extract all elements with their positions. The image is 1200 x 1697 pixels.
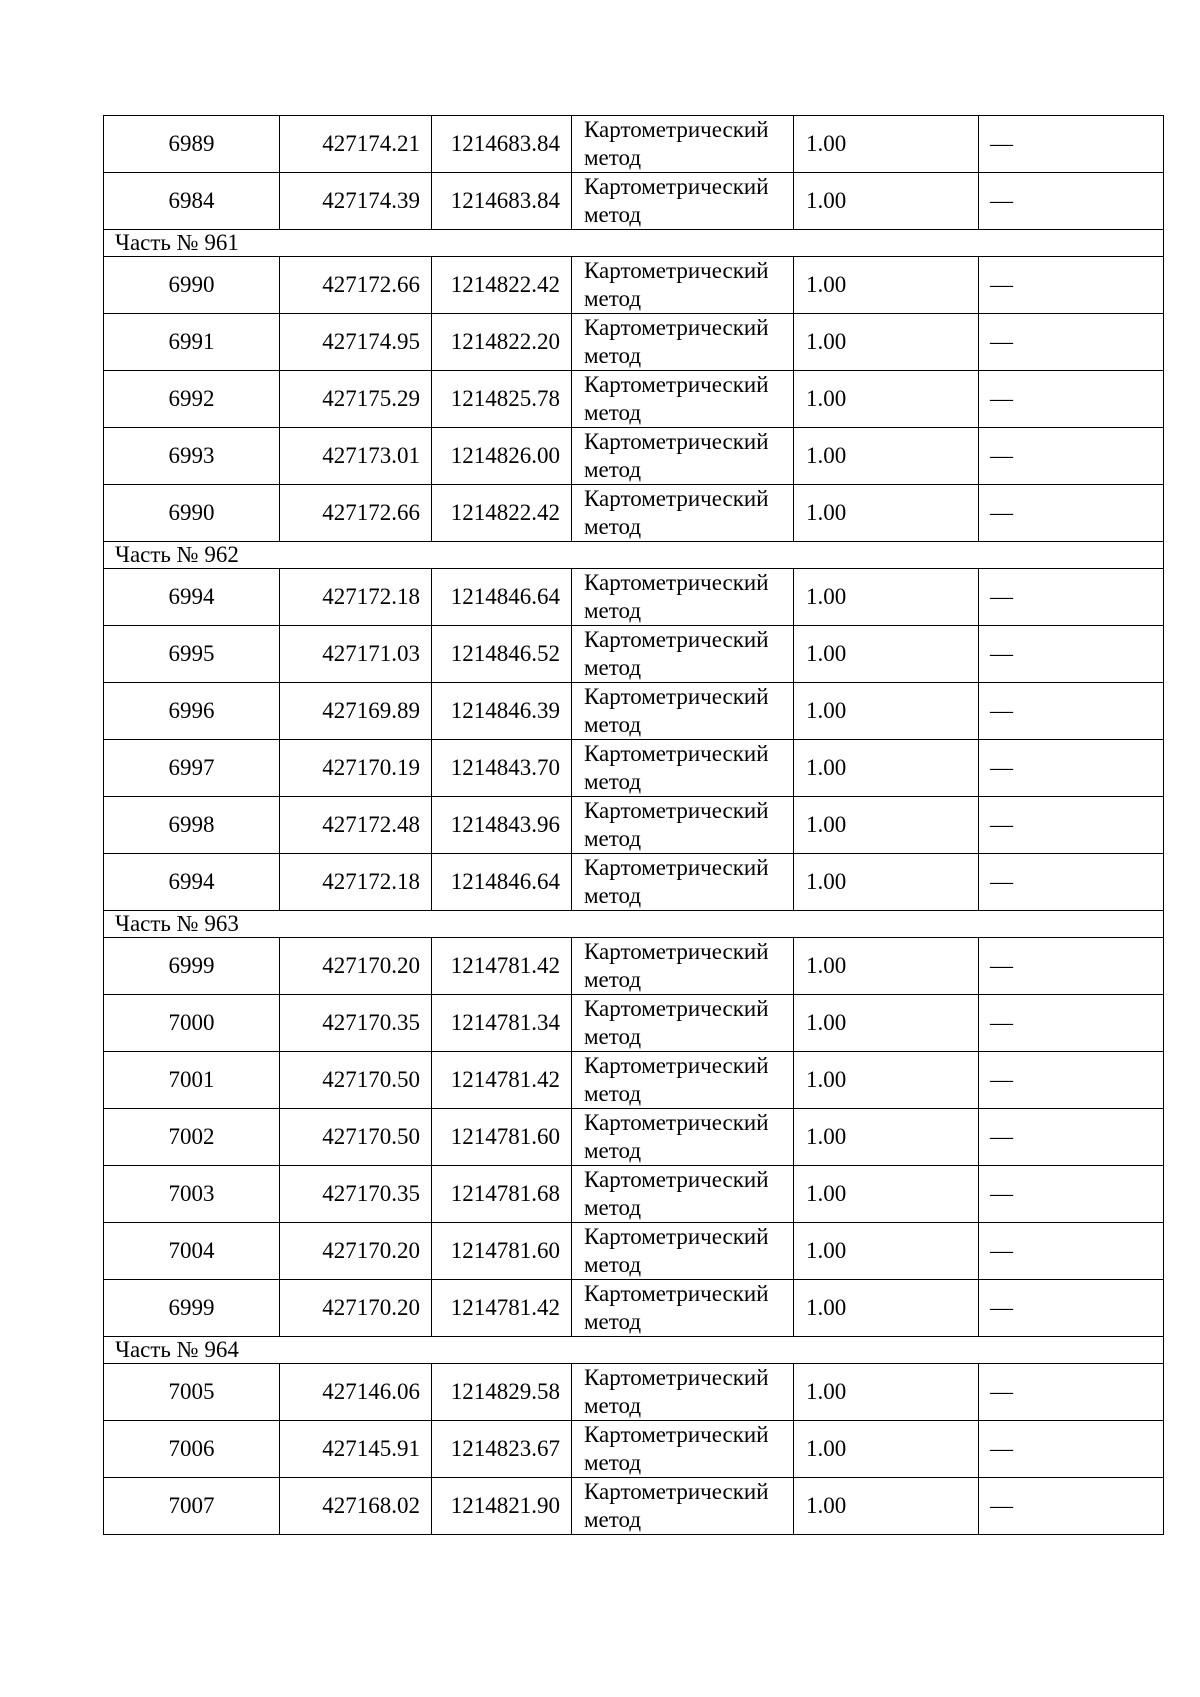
method-cell [572, 1052, 794, 1109]
method-line-2: метод [584, 883, 642, 908]
part-label: Часть № 963 [104, 911, 1164, 938]
description-cell: — [979, 371, 1164, 428]
point-number-cell: 6999 [104, 1280, 280, 1337]
accuracy-cell: 1.00 [794, 485, 979, 542]
description-cell: — [979, 116, 1164, 173]
table-row [104, 683, 1164, 740]
point-number-cell: 7006 [104, 1421, 280, 1478]
method-cell [572, 1280, 794, 1337]
method-line-2: метод [584, 1309, 642, 1334]
accuracy-cell: 1.00 [794, 854, 979, 911]
point-number-cell: 7003 [104, 1166, 280, 1223]
y-coordinate-cell: 1214821.90 [432, 1478, 572, 1535]
y-coordinate-cell: 1214826.00 [432, 428, 572, 485]
method-line-2: метод [584, 514, 642, 539]
method-line-1: Картометрический [584, 429, 769, 454]
point-number-cell: 7002 [104, 1109, 280, 1166]
x-coordinate-cell: 427172.18 [280, 569, 432, 626]
point-number-cell: 6994 [104, 854, 280, 911]
table-row [104, 1364, 1164, 1421]
x-coordinate-cell: 427170.35 [280, 1166, 432, 1223]
accuracy-cell: 1.00 [794, 371, 979, 428]
description-cell: — [979, 1166, 1164, 1223]
y-coordinate-cell: 1214846.64 [432, 569, 572, 626]
point-number-cell: 6990 [104, 485, 280, 542]
description-cell: — [979, 1109, 1164, 1166]
method-line-2: метод [584, 967, 642, 992]
x-coordinate-cell: 427170.19 [280, 740, 432, 797]
method-line-2: метод [584, 145, 642, 170]
description-cell: — [979, 995, 1164, 1052]
method-line-1: Картометрический [584, 855, 769, 880]
x-coordinate-cell: 427170.20 [280, 1280, 432, 1337]
accuracy-cell: 1.00 [794, 1280, 979, 1337]
y-coordinate-cell: 1214683.84 [432, 116, 572, 173]
description-cell: — [979, 569, 1164, 626]
description-cell: — [979, 257, 1164, 314]
method-line-2: метод [584, 1252, 642, 1277]
method-line-2: метод [584, 1450, 642, 1475]
y-coordinate-cell: 1214781.68 [432, 1166, 572, 1223]
y-coordinate-cell: 1214781.60 [432, 1223, 572, 1280]
x-coordinate-cell: 427172.66 [280, 257, 432, 314]
x-coordinate-cell: 427174.39 [280, 173, 432, 230]
accuracy-cell: 1.00 [794, 569, 979, 626]
point-number-cell: 6984 [104, 173, 280, 230]
accuracy-cell: 1.00 [794, 1421, 979, 1478]
table-row [104, 1478, 1164, 1535]
y-coordinate-cell: 1214781.42 [432, 1280, 572, 1337]
method-line-2: метод [584, 598, 642, 623]
method-cell [572, 1166, 794, 1223]
x-coordinate-cell: 427173.01 [280, 428, 432, 485]
x-coordinate-cell: 427169.89 [280, 683, 432, 740]
x-coordinate-cell: 427170.50 [280, 1052, 432, 1109]
method-cell [572, 740, 794, 797]
method-line-1: Картометрический [584, 996, 769, 1021]
point-number-cell: 6993 [104, 428, 280, 485]
accuracy-cell: 1.00 [794, 314, 979, 371]
method-line-1: Картометрический [584, 1422, 769, 1447]
accuracy-cell: 1.00 [794, 257, 979, 314]
accuracy-cell: 1.00 [794, 995, 979, 1052]
part-label: Часть № 962 [104, 542, 1164, 569]
table-row [104, 854, 1164, 911]
y-coordinate-cell: 1214781.60 [432, 1109, 572, 1166]
method-line-1: Картометрический [584, 1110, 769, 1135]
description-cell: — [979, 485, 1164, 542]
method-cell [572, 173, 794, 230]
method-line-2: метод [584, 1024, 642, 1049]
point-number-cell: 6994 [104, 569, 280, 626]
method-line-2: метод [584, 202, 642, 227]
y-coordinate-cell: 1214781.34 [432, 995, 572, 1052]
method-cell [572, 626, 794, 683]
accuracy-cell: 1.00 [794, 1166, 979, 1223]
part-header-row [104, 230, 1164, 257]
accuracy-cell: 1.00 [794, 740, 979, 797]
method-cell [572, 314, 794, 371]
table-row [104, 257, 1164, 314]
x-coordinate-cell: 427174.21 [280, 116, 432, 173]
method-cell [572, 1478, 794, 1535]
table-row [104, 740, 1164, 797]
y-coordinate-cell: 1214846.64 [432, 854, 572, 911]
y-coordinate-cell: 1214683.84 [432, 173, 572, 230]
method-line-2: метод [584, 457, 642, 482]
x-coordinate-cell: 427172.18 [280, 854, 432, 911]
point-number-cell: 6996 [104, 683, 280, 740]
point-number-cell: 6995 [104, 626, 280, 683]
description-cell: — [979, 1478, 1164, 1535]
table-row [104, 314, 1164, 371]
document-page [103, 115, 1163, 1535]
method-cell [572, 428, 794, 485]
method-line-1: Картометрический [584, 117, 769, 142]
point-number-cell: 6997 [104, 740, 280, 797]
method-cell [572, 683, 794, 740]
table-row [104, 797, 1164, 854]
method-line-1: Картометрический [584, 570, 769, 595]
method-line-2: метод [584, 1081, 642, 1106]
method-line-1: Картометрический [584, 1365, 769, 1390]
description-cell: — [979, 740, 1164, 797]
point-number-cell: 7004 [104, 1223, 280, 1280]
coordinates-table [103, 115, 1164, 1535]
x-coordinate-cell: 427170.20 [280, 938, 432, 995]
table-row [104, 1421, 1164, 1478]
description-cell: — [979, 683, 1164, 740]
y-coordinate-cell: 1214846.39 [432, 683, 572, 740]
description-cell: — [979, 938, 1164, 995]
method-line-1: Картометрический [584, 315, 769, 340]
part-label: Часть № 961 [104, 230, 1164, 257]
x-coordinate-cell: 427146.06 [280, 1364, 432, 1421]
method-line-1: Картометрический [584, 798, 769, 823]
method-line-1: Картометрический [584, 1224, 769, 1249]
method-line-1: Картометрический [584, 1167, 769, 1192]
method-line-1: Картометрический [584, 486, 769, 511]
description-cell: — [979, 173, 1164, 230]
description-cell: — [979, 854, 1164, 911]
y-coordinate-cell: 1214822.20 [432, 314, 572, 371]
method-line-2: метод [584, 286, 642, 311]
description-cell: — [979, 1280, 1164, 1337]
point-number-cell: 6991 [104, 314, 280, 371]
method-cell [572, 371, 794, 428]
table-row [104, 1166, 1164, 1223]
method-line-1: Картометрический [584, 174, 769, 199]
y-coordinate-cell: 1214843.70 [432, 740, 572, 797]
table-row [104, 938, 1164, 995]
accuracy-cell: 1.00 [794, 1052, 979, 1109]
method-line-1: Картометрический [584, 741, 769, 766]
table-row [104, 626, 1164, 683]
y-coordinate-cell: 1214823.67 [432, 1421, 572, 1478]
description-cell: — [979, 626, 1164, 683]
method-line-2: метод [584, 826, 642, 851]
accuracy-cell: 1.00 [794, 938, 979, 995]
method-cell [572, 1223, 794, 1280]
method-line-1: Картометрический [584, 1281, 769, 1306]
x-coordinate-cell: 427145.91 [280, 1421, 432, 1478]
description-cell: — [979, 1364, 1164, 1421]
point-number-cell: 7007 [104, 1478, 280, 1535]
point-number-cell: 6990 [104, 257, 280, 314]
description-cell: — [979, 797, 1164, 854]
method-cell [572, 569, 794, 626]
table-row [104, 1109, 1164, 1166]
x-coordinate-cell: 427168.02 [280, 1478, 432, 1535]
x-coordinate-cell: 427170.35 [280, 995, 432, 1052]
coordinates-table-body [104, 116, 1164, 1535]
y-coordinate-cell: 1214781.42 [432, 938, 572, 995]
method-line-1: Картометрический [584, 939, 769, 964]
x-coordinate-cell: 427172.66 [280, 485, 432, 542]
method-line-2: метод [584, 655, 642, 680]
y-coordinate-cell: 1214781.42 [432, 1052, 572, 1109]
accuracy-cell: 1.00 [794, 1109, 979, 1166]
part-header-row [104, 1337, 1164, 1364]
y-coordinate-cell: 1214822.42 [432, 257, 572, 314]
method-cell [572, 257, 794, 314]
method-line-2: метод [584, 400, 642, 425]
description-cell: — [979, 1052, 1164, 1109]
accuracy-cell: 1.00 [794, 1478, 979, 1535]
point-number-cell: 7000 [104, 995, 280, 1052]
method-line-1: Картометрический [584, 684, 769, 709]
description-cell: — [979, 428, 1164, 485]
method-line-2: метод [584, 343, 642, 368]
accuracy-cell: 1.00 [794, 116, 979, 173]
point-number-cell: 6999 [104, 938, 280, 995]
part-label: Часть № 964 [104, 1337, 1164, 1364]
part-header-row [104, 542, 1164, 569]
description-cell: — [979, 1223, 1164, 1280]
accuracy-cell: 1.00 [794, 1364, 979, 1421]
table-row [104, 1223, 1164, 1280]
table-row [104, 371, 1164, 428]
method-line-1: Картометрический [584, 258, 769, 283]
accuracy-cell: 1.00 [794, 173, 979, 230]
method-cell [572, 854, 794, 911]
method-line-1: Картометрический [584, 1053, 769, 1078]
point-number-cell: 6989 [104, 116, 280, 173]
x-coordinate-cell: 427174.95 [280, 314, 432, 371]
x-coordinate-cell: 427170.20 [280, 1223, 432, 1280]
y-coordinate-cell: 1214822.42 [432, 485, 572, 542]
point-number-cell: 7001 [104, 1052, 280, 1109]
method-cell [572, 938, 794, 995]
y-coordinate-cell: 1214846.52 [432, 626, 572, 683]
method-line-2: метод [584, 1138, 642, 1163]
method-cell [572, 1364, 794, 1421]
method-cell [572, 995, 794, 1052]
method-line-2: метод [584, 1393, 642, 1418]
method-line-2: метод [584, 1507, 642, 1532]
accuracy-cell: 1.00 [794, 797, 979, 854]
point-number-cell: 6992 [104, 371, 280, 428]
y-coordinate-cell: 1214825.78 [432, 371, 572, 428]
table-row [104, 1052, 1164, 1109]
table-row [104, 1280, 1164, 1337]
table-row [104, 116, 1164, 173]
x-coordinate-cell: 427175.29 [280, 371, 432, 428]
point-number-cell: 6998 [104, 797, 280, 854]
method-line-1: Картометрический [584, 372, 769, 397]
x-coordinate-cell: 427170.50 [280, 1109, 432, 1166]
y-coordinate-cell: 1214829.58 [432, 1364, 572, 1421]
table-row [104, 173, 1164, 230]
x-coordinate-cell: 427172.48 [280, 797, 432, 854]
part-header-row [104, 911, 1164, 938]
accuracy-cell: 1.00 [794, 428, 979, 485]
method-line-2: метод [584, 769, 642, 794]
method-cell [572, 797, 794, 854]
accuracy-cell: 1.00 [794, 683, 979, 740]
method-cell [572, 1421, 794, 1478]
accuracy-cell: 1.00 [794, 1223, 979, 1280]
description-cell: — [979, 314, 1164, 371]
table-row [104, 485, 1164, 542]
table-row [104, 569, 1164, 626]
method-cell [572, 485, 794, 542]
description-cell: — [979, 1421, 1164, 1478]
method-line-1: Картометрический [584, 627, 769, 652]
method-line-2: метод [584, 712, 642, 737]
method-line-1: Картометрический [584, 1479, 769, 1504]
method-line-2: метод [584, 1195, 642, 1220]
point-number-cell: 7005 [104, 1364, 280, 1421]
method-cell [572, 1109, 794, 1166]
y-coordinate-cell: 1214843.96 [432, 797, 572, 854]
table-row [104, 428, 1164, 485]
method-cell [572, 116, 794, 173]
accuracy-cell: 1.00 [794, 626, 979, 683]
table-row [104, 995, 1164, 1052]
x-coordinate-cell: 427171.03 [280, 626, 432, 683]
